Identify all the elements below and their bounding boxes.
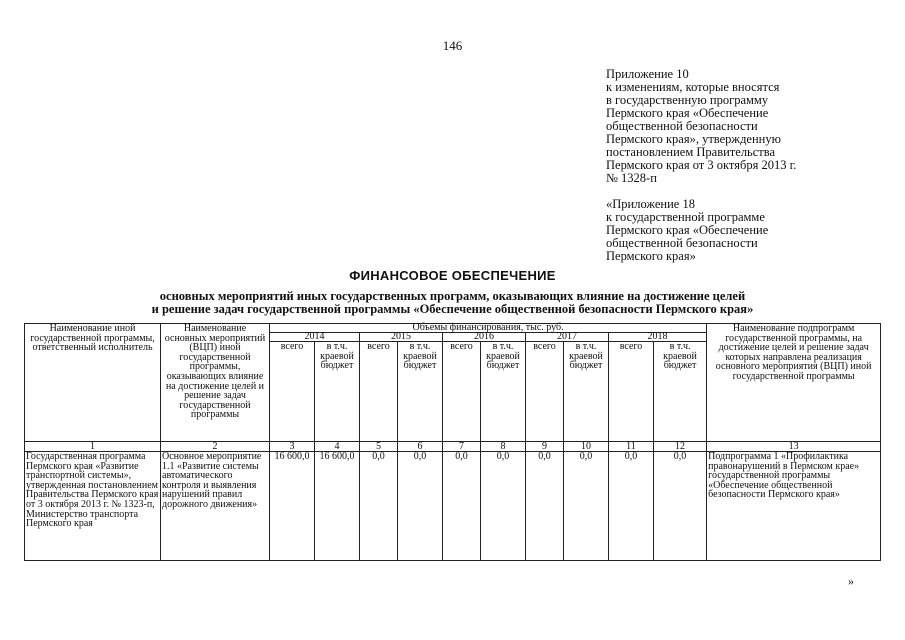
column-number: 4 — [315, 442, 360, 452]
appendix2-line: общественной безопасности — [606, 236, 758, 250]
subheader-regional: в т.ч. краевой бюджет — [564, 342, 609, 442]
year-header: 2017 — [526, 333, 609, 342]
subheader-total: всего — [609, 342, 654, 442]
closing-quote: » — [848, 574, 854, 588]
subheader-regional: в т.ч. краевой бюджет — [654, 342, 707, 442]
cell-value: 0,0 — [564, 452, 609, 561]
appendix-line: в государственную программу — [606, 93, 769, 107]
appendix-line: постановлением Правительства — [606, 145, 776, 159]
document-subtitle — [0, 290, 905, 316]
appendix-18-note — [606, 198, 905, 263]
year-header: 2016 — [443, 333, 526, 342]
cell-value: 0,0 — [360, 452, 398, 561]
column-number: 5 — [360, 442, 398, 452]
subheader-regional: в т.ч. краевой бюджет — [481, 342, 526, 442]
table-row — [25, 452, 881, 561]
cell-value: 0,0 — [398, 452, 443, 561]
column-number: 3 — [270, 442, 315, 452]
year-header: 2018 — [609, 333, 707, 342]
column-number: 1 — [25, 442, 161, 452]
subtitle-line: основных мероприятий иных государственных программ, оказывающих влияние на достижение целей — [159, 289, 746, 303]
appendix-line: № 1328-п — [606, 171, 657, 185]
cell-subprogram: Подпрограмма 1 «Профилактика правонарушений в Пермском крае» государственной программы «Обеспечение общественной безопасности Пермского края» — [707, 452, 881, 561]
cell-program: Государственная программа Пермского края «Развитие транспортной системы», утвержденная постановлением Правительства Пермского края от 3 октября 2013 г. № 1323-п, Министерство транспорта Пермского края — [25, 452, 161, 561]
cell-value: 16 600,0 — [270, 452, 315, 561]
subheader-total: всего — [443, 342, 481, 442]
appendix2-line: к государственной программе — [606, 210, 765, 224]
subheader-regional: в т.ч. краевой бюджет — [398, 342, 443, 442]
cell-value: 0,0 — [443, 452, 481, 561]
column-number: 8 — [481, 442, 526, 452]
header-program: Наименование иной государственной программы, ответственный исполнитель — [25, 324, 161, 442]
column-number: 7 — [443, 442, 481, 452]
header-measure: Наименование основных мероприятий (ВЦП) иной государственной программы, оказывающих влияние на достижение целей и решение задач государственной программы — [161, 324, 270, 442]
page-number: 146 — [442, 38, 463, 53]
subheader-total: всего — [270, 342, 315, 442]
appendix2-line: Пермского края «Обеспечение — [606, 223, 769, 237]
cell-value: 0,0 — [609, 452, 654, 561]
appendix2-line: Пермского края» — [606, 249, 696, 263]
appendix2-line: «Приложение 18 — [606, 197, 695, 211]
cell-value: 0,0 — [481, 452, 526, 561]
header-funding: Объемы финансирования, тыс. руб. — [270, 324, 707, 333]
cell-value: 16 600,0 — [315, 452, 360, 561]
year-header: 2014 — [270, 333, 360, 342]
column-number: 10 — [564, 442, 609, 452]
cell-measure: Основное мероприятие 1.1 «Развитие системы автоматического контроля и выявления нарушений правил дорожного движения» — [161, 452, 270, 561]
appendix-note — [606, 68, 905, 185]
document-title: ФИНАНСОВОЕ ОБЕСПЕЧЕНИЕ — [349, 268, 556, 283]
appendix-line: Приложение 10 — [606, 67, 689, 81]
column-number: 11 — [609, 442, 654, 452]
header-subprogram: Наименование подпрограмм государственной программы, на достижение целей и решение задач которых направлена реализация основного мероприятия (ВЦП) иной государственной программы — [707, 324, 881, 442]
appendix-line: к изменениям, которые вносятся — [606, 80, 780, 94]
cell-value: 0,0 — [526, 452, 564, 561]
column-number: 6 — [398, 442, 443, 452]
appendix-line: Пермского края от 3 октября 2013 г. — [606, 158, 797, 172]
year-header: 2015 — [360, 333, 443, 342]
appendix-line: Пермского края», утвержденную — [606, 132, 781, 146]
column-number: 12 — [654, 442, 707, 452]
column-number: 2 — [161, 442, 270, 452]
column-number: 13 — [707, 442, 881, 452]
subtitle-line: и решение задач государственной программы «Обеспечение общественной безопасности Пермского края» — [151, 302, 754, 316]
subheader-regional: в т.ч. краевой бюджет — [315, 342, 360, 442]
appendix-line: общественной безопасности — [606, 119, 758, 133]
appendix-line: Пермского края «Обеспечение — [606, 106, 769, 120]
subheader-total: всего — [526, 342, 564, 442]
subheader-total: всего — [360, 342, 398, 442]
column-number: 9 — [526, 442, 564, 452]
financing-table — [24, 323, 881, 561]
cell-value: 0,0 — [654, 452, 707, 561]
